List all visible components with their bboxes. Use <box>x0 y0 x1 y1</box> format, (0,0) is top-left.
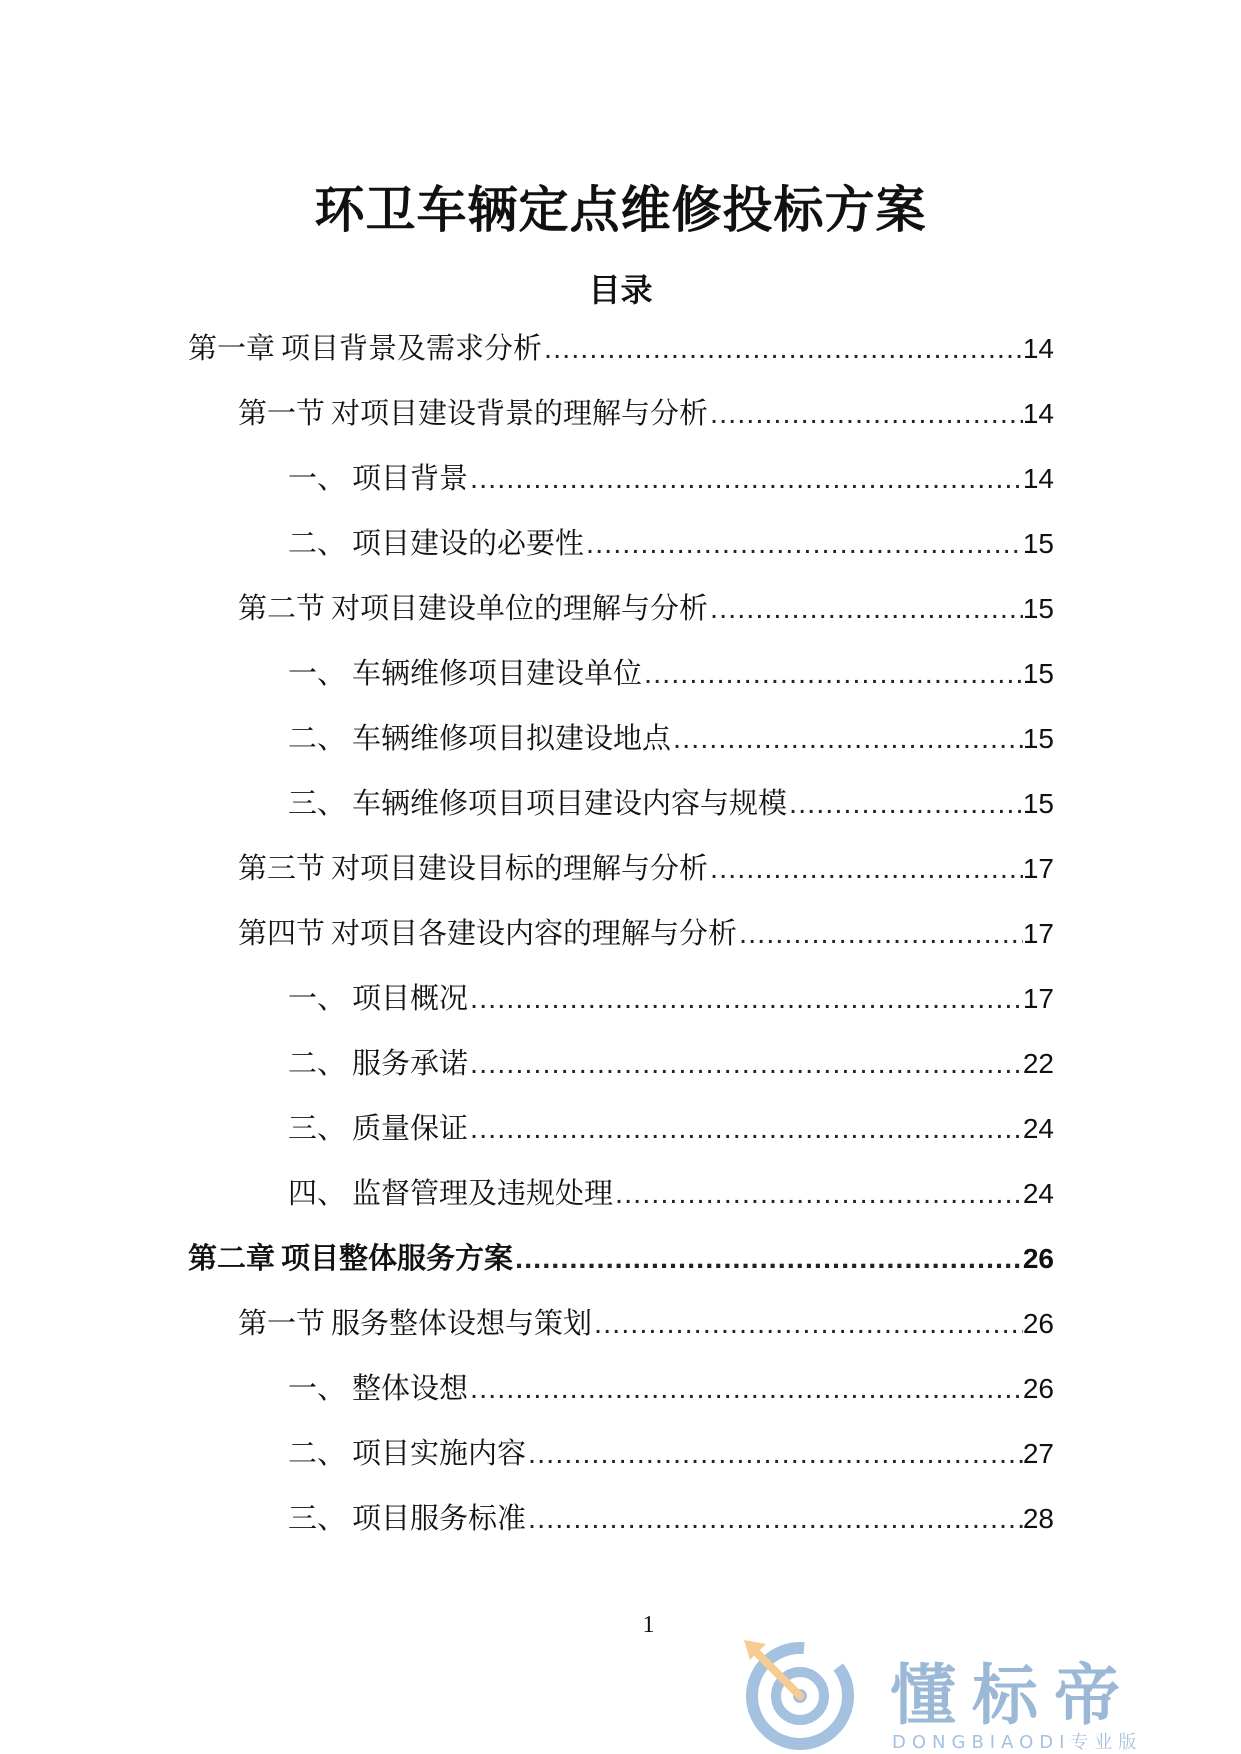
toc-dot-leader <box>671 723 1023 756</box>
toc-entry-number: 三、 <box>288 1111 347 1145</box>
toc-entry-label <box>238 586 708 627</box>
toc-dot-leader <box>592 1308 1023 1341</box>
toc-entry-number: 三、 <box>288 1501 347 1535</box>
toc-entry[interactable] <box>188 1041 1054 1106</box>
toc-entry-label <box>288 1041 468 1082</box>
toc-entry-title: 项目背景 <box>352 461 469 495</box>
toc-dot-leader <box>737 918 1023 951</box>
toc-entry[interactable] <box>188 1431 1054 1496</box>
toc-dot-leader <box>708 398 1023 431</box>
toc-entry-number: 四、 <box>288 1176 347 1210</box>
toc-entry-number: 第一节 <box>238 396 326 430</box>
toc-entry-label <box>288 651 642 692</box>
page-number: 1 <box>642 1612 655 1638</box>
toc-entry-number: 一、 <box>288 461 347 495</box>
toc-entry-label <box>288 1106 468 1147</box>
toc-entry-title: 对项目建设背景的理解与分析 <box>331 396 709 430</box>
table-of-contents <box>188 326 1054 1561</box>
toc-entry[interactable] <box>188 1366 1054 1431</box>
watermark-brand: 懂标帝 <box>890 1657 1136 1734</box>
toc-entry-number: 第三节 <box>238 851 326 885</box>
toc-entry-label <box>288 781 787 822</box>
toc-entry-number: 三、 <box>288 786 347 820</box>
toc-page-number: 27 <box>1022 1438 1054 1469</box>
toc-entry-title: 质量保证 <box>352 1111 469 1145</box>
toc-entry-label <box>288 1431 526 1472</box>
toc-entry-title: 车辆维修项目拟建设地点 <box>352 721 672 755</box>
toc-page-number: 14 <box>1022 333 1054 364</box>
toc-entry-number: 二、 <box>288 721 347 755</box>
toc-entry-title: 项目服务标准 <box>352 1501 527 1535</box>
toc-dot-leader <box>787 788 1023 821</box>
toc-entry-label <box>238 846 708 887</box>
toc-entry[interactable] <box>188 651 1054 716</box>
toc-entry-label <box>238 911 737 952</box>
toc-dot-leader <box>642 658 1023 691</box>
toc-dot-leader <box>542 333 1023 366</box>
toc-dot-leader <box>513 1243 1023 1276</box>
toc-dot-leader <box>613 1178 1023 1211</box>
toc-dot-leader <box>584 528 1023 561</box>
toc-page-number: 28 <box>1022 1503 1054 1534</box>
toc-entry-title: 服务整体设想与策划 <box>331 1306 593 1340</box>
toc-dot-leader <box>468 1048 1023 1081</box>
toc-entry-title: 对项目建设单位的理解与分析 <box>331 591 709 625</box>
toc-entry-title: 项目概况 <box>352 981 469 1015</box>
toc-entry-title: 车辆维修项目项目建设内容与规模 <box>352 786 788 820</box>
toc-entry-number: 一、 <box>288 981 347 1015</box>
toc-page-number: 17 <box>1022 853 1054 884</box>
toc-entry-number: 第四节 <box>238 916 326 950</box>
toc-entry[interactable] <box>188 456 1054 521</box>
toc-page-number: 15 <box>1022 788 1054 819</box>
document-title: 环卫车辆定点维修投标方案 <box>314 181 927 239</box>
toc-entry-number: 第一节 <box>238 1306 326 1340</box>
toc-dot-leader <box>468 1113 1023 1146</box>
toc-entry-number: 二、 <box>288 1046 347 1080</box>
toc-dot-leader <box>708 593 1023 626</box>
toc-entry-label <box>288 521 584 562</box>
watermark-subtitle: DONGBIAODI专业版 <box>892 1732 1143 1753</box>
toc-entry[interactable] <box>188 1106 1054 1171</box>
watermark <box>740 1624 1220 1754</box>
toc-entry-label <box>238 1301 592 1342</box>
toc-entry-title: 项目整体服务方案 <box>281 1241 514 1275</box>
toc-entry[interactable] <box>188 781 1054 846</box>
toc-entry[interactable] <box>188 976 1054 1041</box>
toc-page-number: 24 <box>1022 1178 1054 1209</box>
toc-entry-number: 一、 <box>288 1371 347 1405</box>
toc-entry-label <box>288 1171 613 1212</box>
toc-entry-title: 对项目各建设内容的理解与分析 <box>331 916 738 950</box>
toc-entry[interactable] <box>188 1171 1054 1236</box>
target-arrow-icon <box>740 1634 860 1754</box>
toc-entry-label <box>288 1366 468 1407</box>
toc-entry-number: 第二节 <box>238 591 326 625</box>
toc-page-number: 15 <box>1022 658 1054 689</box>
toc-entry-title: 服务承诺 <box>352 1046 469 1080</box>
toc-page-number: 24 <box>1022 1113 1054 1144</box>
toc-entry[interactable] <box>188 846 1054 911</box>
toc-page-number: 22 <box>1022 1048 1054 1079</box>
toc-page-number: 15 <box>1022 593 1054 624</box>
toc-entry-number: 二、 <box>288 1436 347 1470</box>
toc-dot-leader <box>468 983 1023 1016</box>
toc-entry-title: 整体设想 <box>352 1371 469 1405</box>
toc-page-number: 26 <box>1022 1308 1054 1339</box>
toc-entry-title: 车辆维修项目建设单位 <box>352 656 643 690</box>
toc-dot-leader <box>526 1438 1023 1471</box>
toc-entry-label <box>288 1496 526 1537</box>
toc-entry-title: 对项目建设目标的理解与分析 <box>331 851 709 885</box>
toc-dot-leader <box>468 463 1023 496</box>
toc-page-number: 26 <box>1022 1373 1054 1404</box>
toc-entry[interactable] <box>188 586 1054 651</box>
toc-entry[interactable] <box>188 1301 1054 1366</box>
toc-dot-leader <box>708 853 1023 886</box>
toc-dot-leader <box>526 1503 1023 1536</box>
toc-entry[interactable] <box>188 1236 1054 1301</box>
toc-dot-leader <box>468 1373 1023 1406</box>
toc-entry-label <box>288 456 468 497</box>
toc-page-number: 17 <box>1022 918 1054 949</box>
toc-entry-number: 二、 <box>288 526 347 560</box>
toc-entry-title: 项目建设的必要性 <box>352 526 585 560</box>
toc-entry-label <box>188 1236 513 1277</box>
toc-entry[interactable] <box>188 391 1054 456</box>
toc-entry-label <box>188 326 542 367</box>
toc-entry[interactable] <box>188 716 1054 781</box>
toc-entry-number: 一、 <box>288 656 347 690</box>
toc-entry-title: 项目背景及需求分析 <box>281 331 543 365</box>
toc-entry-number: 第二章 <box>188 1241 276 1275</box>
toc-entry-label <box>288 976 468 1017</box>
toc-page-number: 15 <box>1022 723 1054 754</box>
toc-page-number: 17 <box>1022 983 1054 1014</box>
toc-entry-label <box>288 716 671 757</box>
toc-entry-title: 监督管理及违规处理 <box>352 1176 614 1210</box>
toc-entry[interactable] <box>188 326 1054 391</box>
toc-heading: 目录 <box>588 271 653 309</box>
toc-entry-label <box>238 391 708 432</box>
toc-entry[interactable] <box>188 521 1054 586</box>
toc-page-number: 15 <box>1022 528 1054 559</box>
toc-entry[interactable] <box>188 911 1054 976</box>
toc-page-number: 14 <box>1022 463 1054 494</box>
toc-entry[interactable] <box>188 1496 1054 1561</box>
toc-page-number: 26 <box>1022 1243 1054 1274</box>
toc-entry-title: 项目实施内容 <box>352 1436 527 1470</box>
toc-entry-number: 第一章 <box>188 331 276 365</box>
toc-page-number: 14 <box>1022 398 1054 429</box>
